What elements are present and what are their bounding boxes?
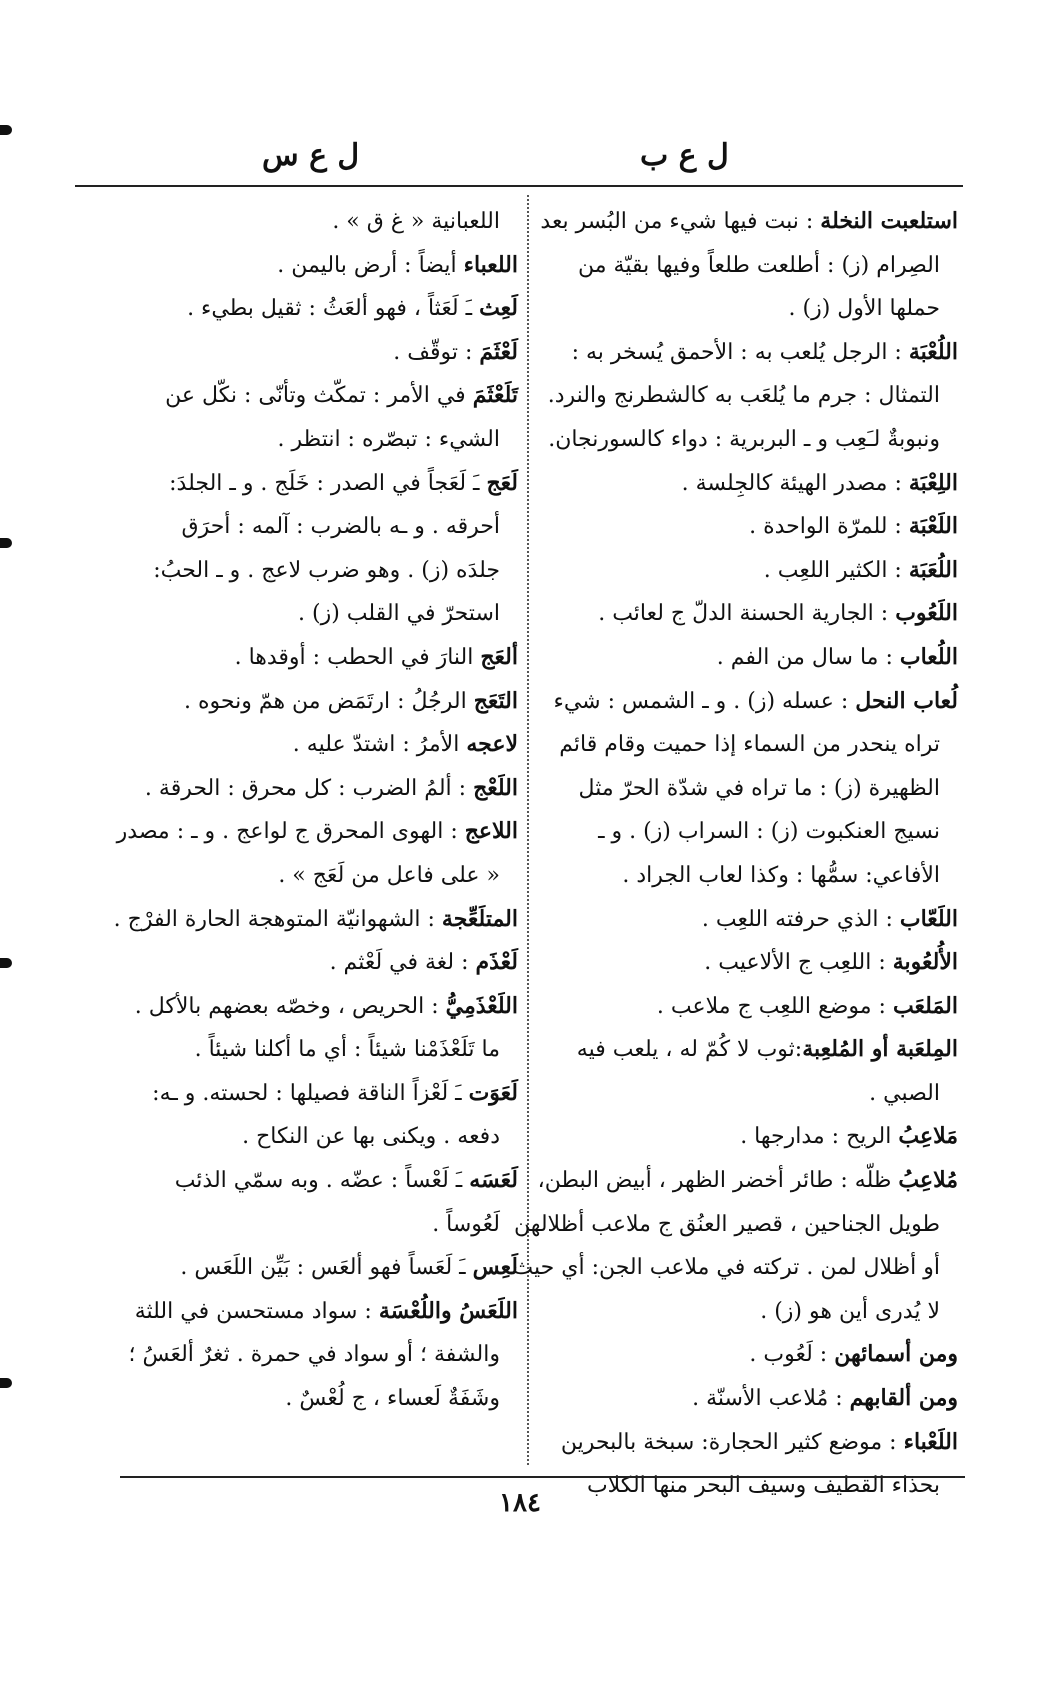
entry-definition: : لَعُوب .	[749, 1342, 835, 1368]
entry-headword: التَعَج	[473, 687, 518, 714]
entry-continuation	[513, 1203, 958, 1247]
entry-definition: والشفة ؛ أو سواد في حمرة . ثغرٌ ألعَسُ ؛	[128, 1342, 500, 1368]
dictionary-entry	[80, 723, 518, 767]
entry-definition: : الرجل يُلعب به : الأحمق يُسخر به :	[571, 339, 909, 365]
entry-definition: الريح : مدارجها .	[740, 1124, 899, 1150]
entry-continuation	[80, 505, 518, 549]
entry-continuation	[80, 1203, 518, 1247]
dictionary-entry	[540, 680, 958, 724]
entry-definition: : الهوى المحرق ج لواعج . و ـ : مصدر	[116, 819, 465, 845]
entry-headword: اللَعْذَمِيُّ	[445, 992, 518, 1019]
entry-headword: لَعِس	[472, 1254, 518, 1281]
entry-definition: الظهيرة (ز) : ما تراه في شدّة الحرّ مثل	[578, 775, 940, 801]
entry-continuation	[540, 767, 958, 811]
entry-definition: : توقّف .	[393, 339, 480, 365]
entry-headword: لَعْذَم	[475, 949, 518, 976]
entry-continuation	[80, 549, 518, 593]
entry-continuation	[80, 418, 518, 462]
entry-definition: النارَ في الحطب : أوقدها .	[234, 644, 481, 670]
entry-headword: ألعَج	[480, 643, 518, 670]
entry-definition: التمثال : جرم ما يُلعَب به كالشطرنج والنرد.	[547, 383, 940, 409]
entry-continuation	[540, 287, 958, 331]
dictionary-entry	[540, 592, 958, 636]
dictionary-entry	[540, 331, 958, 375]
entry-definition: في الأمر : تمكّث وتأنّى : نكّل عن	[165, 383, 473, 409]
entry-definition: أو أظلال لمن . تركته في ملاعب الجن: أي حيث	[512, 1255, 940, 1281]
entry-definition: أحرقه . و ـه بالضرب : آلمه : أحرَق	[181, 514, 500, 540]
entry-continuation	[540, 1290, 958, 1334]
entry-headword: لُعاب النحل	[855, 687, 958, 714]
entry-definition: : للمرّة الواحدة .	[749, 514, 909, 540]
dictionary-entry	[80, 1246, 518, 1290]
header-rule	[75, 185, 963, 187]
dictionary-entry	[540, 1333, 958, 1377]
entry-headword: اللِعْبَة	[908, 469, 958, 496]
entry-definition: :ثوب لا كُمّ له ، يلعب فيه	[576, 1037, 803, 1063]
entry-continuation	[80, 1028, 518, 1072]
entry-continuation	[80, 1115, 518, 1159]
entry-headword: لَعَوَت	[468, 1079, 518, 1106]
entry-definition: ظلّه : طائر أخضر الظهر ، أبيض البطن،	[537, 1168, 899, 1194]
entry-definition: : موضع اللعِب ج ملاعب .	[656, 993, 893, 1019]
right-column	[512, 200, 958, 1499]
dictionary-entry	[80, 767, 518, 811]
entry-continuation	[80, 1377, 518, 1421]
entry-headword: اللَعْباء	[903, 1428, 958, 1455]
entry-definition: ـَ لَعَساً فهو ألعَس : بَيِّن اللَعَس .	[180, 1255, 473, 1281]
scan-edge-mark	[0, 1378, 12, 1388]
entry-definition: : الذي حرفته اللعِب .	[701, 906, 900, 932]
entry-definition: « على فاعل من لَعَج » .	[278, 862, 500, 888]
entry-definition: : الشهوانيّة المتوهجة الحارة الفرْج .	[113, 906, 442, 932]
entry-definition: لَعُوساً .	[432, 1211, 500, 1237]
entry-definition: : موضع كثير الحجارة: سبخة بالبحرين	[560, 1429, 904, 1455]
dictionary-entry	[80, 244, 518, 288]
entry-headword: اللَعْبَة	[908, 513, 958, 540]
entry-headword: لَعِث	[479, 295, 518, 322]
entry-continuation	[540, 374, 958, 418]
entry-continuation	[540, 244, 958, 288]
entry-definition: ونبوبةٌ لـَعِب و ـ البربرية : دواء كالسورنجان.	[548, 426, 940, 452]
dictionary-entry	[540, 1377, 958, 1421]
dictionary-entry	[80, 287, 518, 331]
entry-definition: أيضاً : أرض باليمن .	[277, 252, 464, 278]
dictionary-entry	[80, 1290, 518, 1334]
page-header	[0, 138, 1062, 178]
scan-edge-mark	[0, 125, 12, 135]
entry-definition: الأفاعي: سمُّها : وكذا لعاب الجراد .	[622, 862, 940, 888]
dictionary-entry	[80, 898, 518, 942]
dictionary-entry	[80, 636, 518, 680]
entry-definition: : سواد مستحسن في اللثة	[134, 1298, 379, 1324]
entry-headword: ومن أسمائهن	[834, 1341, 958, 1368]
entry-headword: اللَعّاب	[899, 905, 958, 932]
entry-headword: اللَعْج	[473, 774, 518, 801]
dictionary-entry	[540, 549, 958, 593]
entry-headword: اللُعْبَة	[908, 338, 958, 365]
scan-edge-mark	[0, 538, 12, 548]
entry-definition: الأمرُ : اشتدّ عليه .	[292, 732, 467, 758]
entry-definition: ـَ لَعَجاً في الصدر : خَلَج . و ـ الجلدَ:	[169, 470, 487, 496]
dictionary-entry	[540, 1028, 958, 1072]
entry-headword: اللعباء	[463, 251, 518, 278]
entry-definition: طويل الجناحين ، قصير العنُق ج ملاعب أظلالهن	[513, 1211, 940, 1237]
entry-headword: استلعبت النخلة	[820, 208, 958, 234]
entry-definition: : ألمُ الضرب : كل محرق : الحرقة .	[144, 775, 474, 801]
entry-continuation	[540, 723, 958, 767]
dictionary-entry	[540, 1421, 958, 1465]
entry-continuation	[540, 1464, 958, 1508]
dictionary-entry	[540, 200, 958, 244]
entry-definition: ـَ لَعَثاً ، فهو ألعَثُ : ثقيل بطيء .	[187, 296, 480, 322]
entry-headword: اللُعاب	[899, 643, 958, 670]
dictionary-entry	[540, 636, 958, 680]
entry-headword: اللَعُوب	[895, 600, 958, 627]
dictionary-entry	[540, 898, 958, 942]
dictionary-entry	[80, 810, 518, 854]
entry-definition: : الحريص ، وخصّه بعضهم بالأكل .	[134, 993, 446, 1019]
entry-headword: الأُلعُوبة	[892, 949, 958, 976]
entry-continuation	[540, 418, 958, 462]
entry-definition: : لغة في لَعْثم .	[329, 950, 476, 976]
entry-definition: الرجُلُ : ارتَمَض من همّ ونحوه .	[184, 688, 474, 714]
entry-definition: : عسله (ز) . و ـ الشمس : شيء	[553, 688, 856, 714]
dictionary-entry	[80, 680, 518, 724]
entry-headword: لَعْثَمَ	[479, 338, 518, 365]
entry-definition: الصِرام (ز) : أطلعت طلعاً وفيها بقيّة من	[578, 252, 940, 278]
entry-continuation	[80, 200, 518, 244]
entry-continuation	[80, 854, 518, 898]
entry-definition: : ما سال من الفم .	[716, 644, 900, 670]
entry-definition: ما تَلَعْذَمْنا شيئاً : أي ما أكلنا شيئاً .	[194, 1037, 500, 1063]
left-column	[80, 200, 518, 1465]
entry-definition: ـَ لَعْزاً الناقة فصيلها : لحسته. و ـه:	[152, 1080, 469, 1106]
scan-edge-mark	[0, 958, 12, 968]
dictionary-entry	[80, 374, 518, 418]
entry-definition: ـَ لَعْساً : عضّه . وبه سمّي الذئب	[174, 1168, 470, 1194]
right-running-head: ل ع ب	[640, 138, 729, 173]
entry-definition: لا يُدرى أين هو (ز) .	[760, 1298, 940, 1324]
entry-headword: مُلاعِبُ	[898, 1167, 958, 1194]
dictionary-entry	[80, 331, 518, 375]
entry-continuation	[540, 1072, 958, 1116]
entry-definition: : اللعِب ج الألاعيب .	[704, 950, 893, 976]
entry-headword: المتلَعِّجة	[441, 905, 518, 932]
entry-definition: بحذاء القطيف وسيف البحر منها الكلاب	[586, 1473, 940, 1499]
entry-continuation	[540, 854, 958, 898]
dictionary-entry	[80, 941, 518, 985]
entry-definition: دفعه . ويكنى بها عن النكاح .	[242, 1124, 500, 1150]
entry-definition: : نبت فيها شيء من البُسر بعد	[540, 209, 821, 234]
entry-definition: وشَفَةٌ لَعساء ، ج لُعْسٌ .	[285, 1386, 500, 1412]
dictionary-entry	[80, 1072, 518, 1116]
page-number: ١٨٤	[499, 1488, 541, 1518]
entry-headword: لَعَج	[486, 469, 518, 496]
entry-definition: نسيج العنكبوت (ز) : السراب (ز) . و ـ	[598, 819, 940, 845]
entry-continuation	[80, 1333, 518, 1377]
entry-definition: : الجارية الحسنة الدلّ ج لعائب .	[598, 601, 896, 627]
dictionary-entry	[537, 1159, 958, 1203]
entry-definition: اللعبانية « غ ق » .	[332, 209, 500, 234]
left-running-head: ل ع س	[262, 138, 360, 173]
dictionary-entry	[80, 462, 518, 506]
dictionary-entry	[80, 985, 518, 1029]
dictionary-entry	[540, 462, 958, 506]
entry-headword: اللاعج	[464, 818, 518, 845]
entry-headword: اللُعَبَة	[908, 556, 958, 583]
dictionary-entry	[540, 941, 958, 985]
entry-definition: استحرّ في القلب (ز) .	[298, 601, 500, 627]
dictionary-entry	[540, 505, 958, 549]
entry-continuation	[540, 810, 958, 854]
entry-definition: : مُلاعب الأسنّة .	[692, 1386, 850, 1412]
entry-definition: تراه ينحدر من السماء إذا حميت وقام قائم	[559, 732, 940, 758]
entry-headword: ومن ألقابهم	[849, 1385, 958, 1412]
dictionary-entry	[540, 1115, 958, 1159]
entry-headword: مَلاعِبُ	[898, 1123, 958, 1150]
entry-headword: تَلَعْثَمَ	[472, 382, 518, 409]
entry-continuation	[512, 1246, 958, 1290]
entry-headword: المَلعَب	[892, 992, 958, 1019]
entry-definition: جلدَه (ز) . وهو ضرب لاعج . و ـ الحبُ:	[153, 557, 500, 583]
entry-definition: حملها الأول (ز) .	[788, 296, 940, 322]
entry-headword: لاعجه	[466, 731, 518, 758]
dictionary-entry	[540, 985, 958, 1029]
entry-headword: لَعَسَه	[469, 1167, 518, 1194]
entry-definition: : مصدر الهيئة كالجِلسة .	[681, 470, 909, 496]
dictionary-entry	[80, 1159, 518, 1203]
entry-continuation	[80, 592, 518, 636]
entry-definition: الصبي .	[869, 1080, 940, 1106]
entry-definition: : الكثير اللعِب .	[763, 557, 909, 583]
entry-definition: الشيء : تبصّره : انتظر .	[277, 426, 500, 452]
entry-headword: المِلعَبة أو المُلعِبة	[802, 1036, 958, 1063]
entry-headword: اللَعَسُ واللُعْسَة	[378, 1297, 518, 1324]
footer-rule	[120, 1476, 965, 1478]
